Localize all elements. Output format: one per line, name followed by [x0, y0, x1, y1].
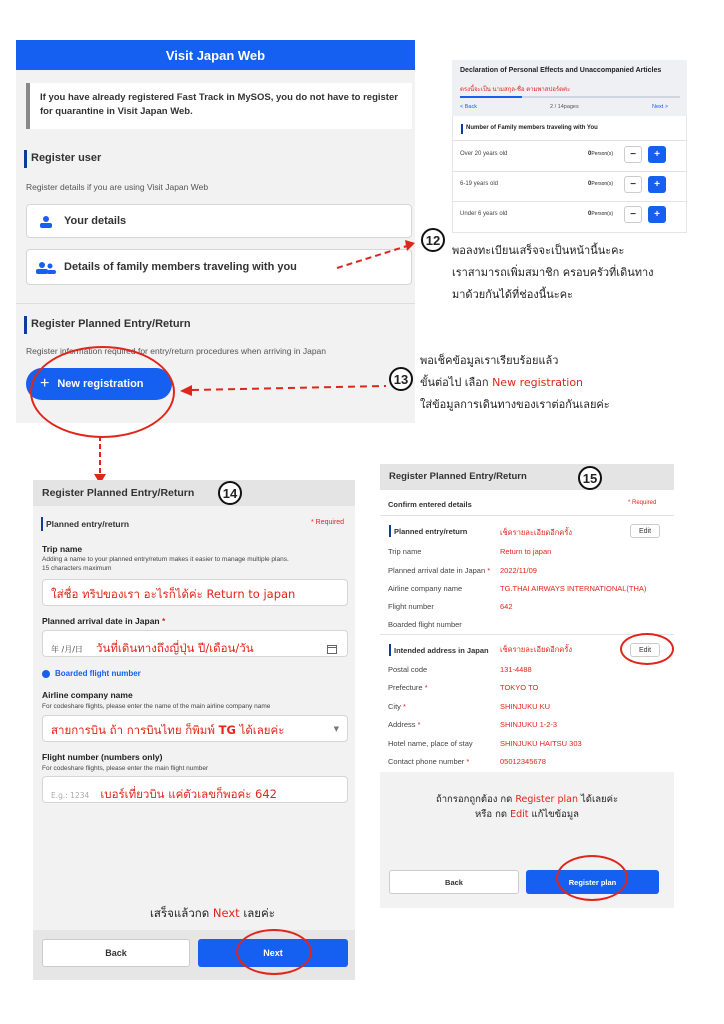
panel14-title: Register Planned Entry/Return [42, 487, 195, 499]
person-icon [39, 215, 53, 234]
divider [452, 201, 687, 202]
progress-fill [460, 96, 522, 98]
back-button[interactable]: Back [389, 870, 519, 894]
planned-heading: Register Planned Entry/Return [31, 318, 191, 330]
family-details-label: Details of family members traveling with you [64, 261, 297, 273]
edit-planned-button[interactable]: Edit [630, 524, 660, 538]
phone-value: 05012345678 [500, 757, 546, 766]
register-user-desc: Register details if you are using Visit Japan Web [26, 182, 209, 192]
arrow-to-family [335, 238, 420, 273]
register-user-heading: Register user [31, 152, 102, 164]
airline-label: Airline company name [42, 690, 133, 700]
flight-number-input[interactable] [42, 776, 348, 803]
divider [452, 140, 687, 141]
airline-label: Airline company name [388, 584, 463, 593]
step-number-13: 13 [389, 367, 413, 391]
city-value: SHINJUKU KU [500, 702, 551, 711]
calendar-icon[interactable] [327, 639, 337, 658]
step13-line3: ใส่ข้อมูลการเดินทางของเราต่อกันเลยค่ะ [420, 398, 610, 411]
section-bar [461, 124, 463, 134]
prefecture-value: TOKYO TO [500, 683, 539, 692]
plus-button[interactable]: + [648, 206, 666, 223]
hotel-label: Hotel name, place of stay [388, 739, 473, 748]
your-details-label: Your details [64, 215, 127, 227]
register-plan-button[interactable]: Register plan [526, 870, 659, 894]
trip-name-limit: 15 characters maximum [42, 565, 112, 572]
progress-bar [460, 96, 680, 98]
boarded-label: Boarded flight number [388, 620, 462, 629]
page-indicator: 2 / 14pages [550, 104, 579, 110]
highlight-circle [556, 855, 628, 901]
planned-section-title: Planned entry/return [46, 519, 130, 529]
declaration-next-link[interactable]: Next > [652, 104, 669, 110]
boarded-flight-option[interactable] [42, 669, 141, 678]
plus-button[interactable]: + [648, 176, 666, 193]
minus-button[interactable]: − [624, 176, 642, 193]
flight-label: Flight number [388, 602, 434, 611]
arrival-date-input[interactable] [42, 630, 348, 657]
back-button[interactable]: Back [42, 939, 190, 967]
airline-select[interactable]: สายการบิน ถ้า การบินไทย ก็พิมพ์ TG ได้เลยค่ะ ▼ [42, 715, 348, 742]
declaration-back-link[interactable]: < Back [460, 104, 477, 110]
city-label: City * [388, 702, 406, 711]
trip-name-label: Trip name [42, 544, 83, 554]
airline-help: For codeshare flights, please enter the name of the main airline company name [42, 703, 271, 710]
check-again-note: เช็ครายละเอียดอีกครั้ง [500, 645, 573, 654]
age-label: Under 6 years old [460, 211, 508, 217]
trip-name-help: Adding a name to your planned entry/return makes it easier to manage multiple plans. [42, 556, 289, 563]
step12-line2: เราสามารถเพิ่มสมาชิก ครอบครัวที่เดินทาง [452, 266, 654, 279]
minus-button[interactable]: − [624, 206, 642, 223]
highlight-circle [620, 633, 674, 665]
section-bar [41, 517, 43, 531]
next-instruction: เสร็จแล้วกด Next เลยค่ะ [150, 906, 275, 920]
step-number-12: 12 [421, 228, 445, 252]
highlight-circle [30, 346, 175, 438]
plus-button[interactable]: + [648, 146, 666, 163]
divider [380, 515, 674, 516]
panel15-title: Register Planned Entry/Return [389, 471, 527, 482]
arrival-value: 2022/11/09 [500, 566, 537, 575]
trip-name-label: Trip name [388, 547, 422, 556]
age-count: 0Person(s) [588, 181, 614, 187]
trip-name-value: Return to japan [500, 547, 552, 556]
flight-value: 642 [500, 602, 513, 611]
register-instruction: ถ้ากรอกถูกต้อง กด Register plan ได้เลยค่ะ หรือ กด Edit แก้ไขข้อมูล [435, 794, 619, 820]
boarded-label: Boarded flight number [55, 669, 141, 678]
age-label: Over 20 years old [460, 151, 508, 157]
plus-icon: + [40, 375, 50, 392]
age-count: 0Person(s) [588, 151, 614, 157]
required-note: * Required [311, 519, 345, 526]
arrow-down [90, 436, 110, 486]
panel14-header [33, 480, 355, 506]
chevron-down-icon: ▼ [333, 725, 339, 733]
address-section-title: Intended address in Japan [394, 646, 489, 655]
new-registration-label: New registration [57, 378, 144, 390]
step13-line1: พอเช็คข้อมูลเราเรียบร้อยแล้ว [420, 354, 559, 367]
step-number-14: 14 [218, 481, 242, 505]
planned-section-title: Planned entry/return [394, 527, 468, 536]
divider [452, 171, 687, 172]
trip-name-input[interactable] [42, 579, 348, 606]
confirm-heading: Confirm entered details [388, 500, 472, 509]
step12-line1: พอลงทะเบียนเสร็จจะเป็นหน้านี้นะคะ [452, 244, 625, 257]
declaration-subtitle: ตรงนี้จะเป็น นามสกุล-ชื่อ ตามพาสปอร์ตค่ะ [460, 87, 571, 93]
minus-button[interactable]: − [624, 146, 642, 163]
date-value: วันที่เดินทางถึงญี่ปุ่น ปี/เดือน/วัน [96, 641, 254, 655]
hotel-value: SHINJUKU HAITSU 303 [500, 739, 582, 748]
step-number-15: 15 [578, 466, 602, 490]
date-placeholder: 年 /月/日 [51, 645, 83, 654]
address-value: SHINJUKU 1-2-3 [500, 720, 558, 729]
section-bar [24, 150, 27, 168]
arrow-to-new-registration [178, 378, 388, 398]
step13-line2: ขั้นต่อไป เลือก New registration [420, 376, 584, 389]
flight-number-label: Flight number (numbers only) [42, 752, 163, 762]
app-header [16, 40, 415, 70]
step12-text [452, 240, 654, 306]
flight-number-help: For codeshare flights, please enter the main flight number [42, 765, 209, 772]
airline-value: TG.THAI AIRWAYS INTERNATIONAL(THA) [500, 584, 647, 593]
step12-line3: มาด้วยกันได้ที่ช่องนี้นะคะ [452, 288, 573, 301]
section-bar [24, 316, 27, 334]
age-label: 6-19 years old [460, 181, 499, 187]
phone-label: Contact phone number * [388, 757, 470, 766]
notice-box [26, 83, 412, 129]
divider [16, 303, 415, 304]
notice-text: If you have already registered Fast Track in MySOS, you do not have to register for quarantine in Visit Japan Web. [40, 92, 398, 117]
prefecture-label: Prefecture * [388, 683, 428, 692]
edit-address-button[interactable]: Edit [630, 643, 660, 657]
section-bar [389, 644, 391, 656]
your-details-button[interactable] [26, 204, 412, 238]
app-title: Visit Japan Web [165, 47, 266, 63]
next-button[interactable]: Next [198, 939, 348, 967]
required-note: * Required [628, 500, 657, 506]
radio-icon [42, 670, 50, 678]
family-count-heading: Number of Family members traveling with You [466, 125, 598, 131]
highlight-circle [236, 929, 312, 975]
panel15-header [380, 464, 674, 490]
section-bar [389, 525, 391, 537]
postal-label: Postal code [388, 665, 428, 674]
divider [380, 634, 674, 635]
flight-value: เบอร์เที่ยวบิน แค่ตัวเลขก็พอค่ะ 642 [100, 787, 277, 801]
flight-placeholder: E.g.: 1234 [51, 791, 90, 800]
step13-text [420, 350, 610, 416]
check-again-note: เช็ครายละเอียดอีกครั้ง [500, 528, 573, 537]
planned-desc: Register information required for entry/return procedures when arriving in Japan [26, 346, 327, 356]
postal-value: 131-4488 [500, 665, 532, 674]
trip-name-value: ใส่ชื่อ ทริปของเรา อะไรก็ได้ค่ะ Return to japan [51, 587, 296, 601]
age-count: 0Person(s) [588, 211, 614, 217]
arrival-label: Planned arrival date in Japan * [388, 566, 491, 575]
family-icon [36, 261, 56, 280]
arrival-date-label: Planned arrival date in Japan * [42, 616, 166, 626]
declaration-title: Declaration of Personal Effects and Unaccompanied Articles [460, 67, 662, 74]
address-label: Address * [388, 720, 421, 729]
